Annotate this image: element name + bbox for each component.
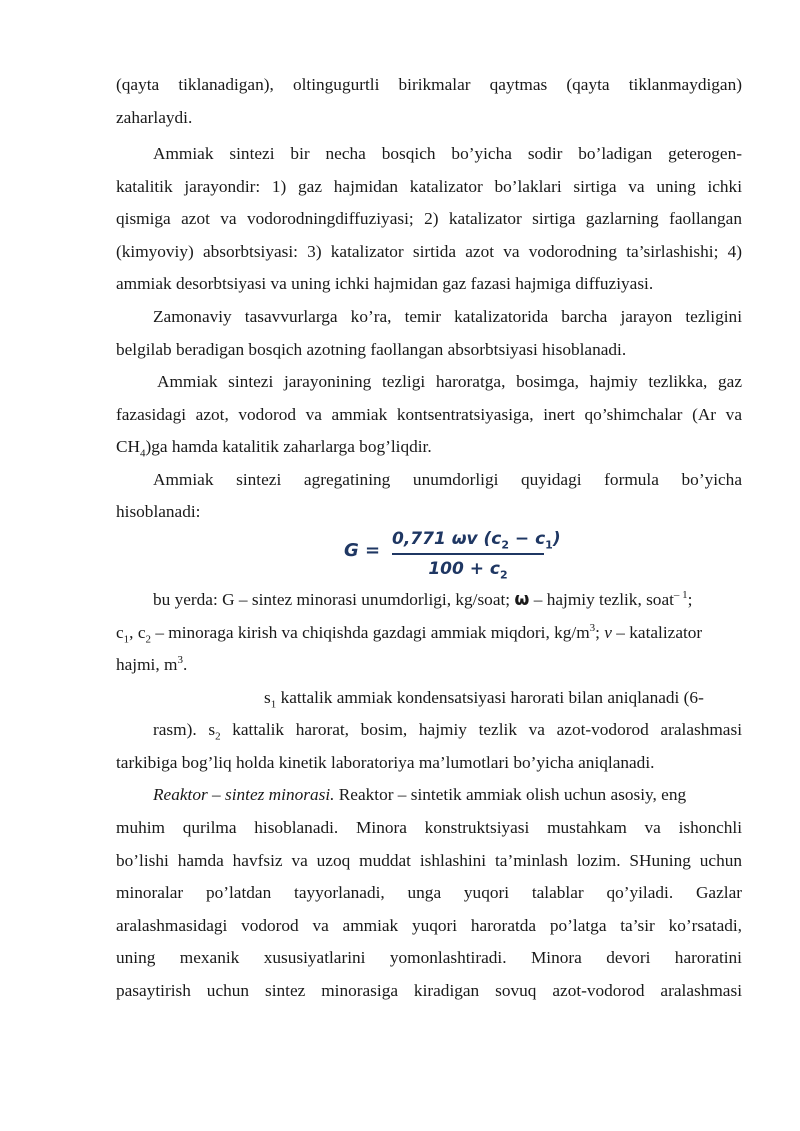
paragraph-start: Ammiak sintezi agregatining unumdorligi quyidagi formula bo’yicha [153, 470, 742, 489]
text-line: zaharlaydi. [116, 108, 193, 127]
document-page: (qayta tiklanadigan), oltingugurtli birikmalar qaytmas (qayta tiklanmaydigan) zaharlaydi. Ammiak sintezi bir necha bosqich bo’yicha sodir bo’ladigan geterogen- katalitik jarayondir: 1) gaz hajmidan katalizator bo’laklari sirtiga va uning ichki qismiga azot va vodorodningdiffuziyasi; 2) katalizator sirtiga gazlarning faollangan (kimyoviy) absorbtsiyasi: 3) katalizator sirtida azot va vodorodning ta’sirlashishi; 4) ammiak desorbtsiyasi va uning ichki hajmidan gaz fazasi hajmiga diffuziyasi. Zamonaviy tasavvurlarga ko’ra, temir katalizatorida barcha jarayon tezligini belgilab beradigan bosqich azotning faollangan absorbtsiyasi hisoblanadi. Ammiak sintezi jarayonining tezligi haroratga, bosimga, hajmiy tezlikka, gaz fazasidagi azot, vodorod va ammiak kontsentratsiyasiga, inert qo’shimchalar (Ar va $CH_4)ga$ hamda katalitik zaharlarga bog’liqdir. Ammiak sintezi agregatining unumdorligi quyidagi formula bo’yicha hisoblanadi: G = 0,771 ωv $(c_2 - c_1)$ $100 + c_2$ bu yerda: G – sintez minorasi unumdorligi, kg/soat; ω – hajmiy tezlik, soat$^{- 1}$; $c_1$, $c_2$ – minoraga kirish va chiqishda gazdagi ammiak miqdori, $kg/m^3$; v – katalizator hajmi, $m^3$. $s_1$ kattalik ammiak kondensatsiyasi harorati bilan aniqlanadi (6- rasm). $s_2$ kattalik harorat, bosim, hajmiy tezlik va azot-vodorod aralashmasi tarkibiga bog’liq holda kinetik laboratoriya ma’lumotlari bo’yicha aniqlanadi. Reaktor – sintez minorasi. Reaktor – sintetik ammiak olish uchun asosiy, eng muhim qurilma hisoblanadi. Minora konstruktsiyasi mustahkam va ishonchli bo’lishi hamda havfsiz va uzoq muddat ishlashini ta’minlash lozim. SHuning uchun minoralar po’latdan tayyorlanadi, unga yuqori talablar qo’yiladi. Gazlar aralashmasidagi vodorod va ammiak yuqori haroratda po’latga ta’sir ko’rsatadi, uning mexanik xususiyatlarini yomonlashtiradi. Minora devori haroratini pasaytirish uchun sintez minorasiga kiradigan sovuq azot-vodorod aralashmasi [116, 75, 742, 1000]
text-line: bo’lishi hamda havfsiz va uzoq muddat ishlashini ta’minlash lozim. SHuning uchun [116, 851, 742, 870]
formula-denominator: $100 + c_2$ [428, 559, 508, 582]
legend-line: $c_1$, $c_2$ – minoraga kirish va chiqishda gazdagi ammiak miqdori, $kg/m^3$; v – katalizator [116, 622, 703, 646]
fraction-bar [392, 553, 544, 555]
text-line: tarkibiga bog’liq holda kinetik laboratoriya ma’lumotlari bo’yicha aniqlanadi. [116, 753, 655, 772]
formula-numerator: 0,771 ωv $(c_2 - c_1)$ [392, 529, 561, 552]
text-line: ammiak desorbtsiyasi va uning ichki hajmidan gaz fazasi hajmiga diffuziyasi. [116, 274, 654, 293]
paragraph-start: Reaktor – sintez minorasi. Reaktor – sintetik ammiak olish uchun asosiy, eng [153, 785, 687, 804]
text-line: $s_1$ kattalik ammiak kondensatsiyasi harorati bilan aniqlanadi (6- [264, 688, 704, 711]
text-line: $CH_4)ga$ hamda katalitik zaharlarga bog’liqdir. [116, 437, 432, 460]
text-line: rasm). $s_2$ kattalik harorat, bosim, hajmiy tezlik va azot-vodorod aralashmasi [153, 720, 742, 743]
legend-line: bu yerda: G – sintez minorasi unumdorligi, kg/soat; ω – hajmiy tezlik, soat$^{- 1}$; [153, 589, 693, 610]
paragraph-start: Zamonaviy tasavvurlarga ko’ra, temir katalizatorida barcha jarayon tezligini [153, 307, 742, 326]
text-line: qismiga azot va vodorodningdiffuziyasi; 2) katalizator sirtiga gazlarning faollangan [116, 209, 742, 228]
text-line: minoralar po’latdan tayyorlanadi, unga yuqori talablar qo’yiladi. Gazlar [116, 883, 742, 902]
text-line: aralashmasidagi vodorod va ammiak yuqori haroratda po’latga ta’sir ko’rsatadi, [116, 916, 742, 935]
formula-fraction [392, 528, 561, 582]
text-line: pasaytirish uchun sintez minorasiga kiradigan sovuq azot-vodorod aralashmasi [116, 981, 742, 1000]
text-line: uning mexanik xususiyatlarini yomonlashtiradi. Minora devori haroratini [116, 948, 742, 967]
text-line: katalitik jarayondir: 1) gaz hajmidan katalizator bo’laklari sirtiga va uning ichki [116, 177, 742, 196]
text-line: (qayta tiklanadigan), oltingugurtli birikmalar qaytmas (qayta tiklanmaydigan) [116, 75, 742, 94]
text-line: hisoblanadi: [116, 502, 201, 521]
text-line: muhim qurilma hisoblanadi. Minora konstruktsiyasi mustahkam va ishonchli [116, 818, 742, 837]
section-title-italic: Reaktor – sintez minorasi. [153, 785, 335, 804]
text-line: belgilab beradigan bosqich azotning faollangan absorbtsiyasi hisoblanadi. [116, 340, 627, 359]
omega-symbol: ω [514, 590, 530, 610]
text-line: fazasidagi azot, vodorod va ammiak kontsentratsiyasiga, inert qo’shimchalar (Ar va [116, 405, 742, 424]
text-line: (kimyoviy) absorbtsiyasi: 3) katalizator sirtida azot va vodorodning ta’sirlashishi; 4) [116, 242, 742, 261]
paragraph-start: Ammiak sintezi bir necha bosqich bo’yicha sodir bo’ladigan geterogen- [153, 144, 742, 163]
paragraph-start: Ammiak sintezi jarayonining tezligi haroratga, bosimga, hajmiy tezlikka, gaz [157, 372, 742, 391]
legend-line: hajmi, $m^3$. [116, 654, 188, 674]
